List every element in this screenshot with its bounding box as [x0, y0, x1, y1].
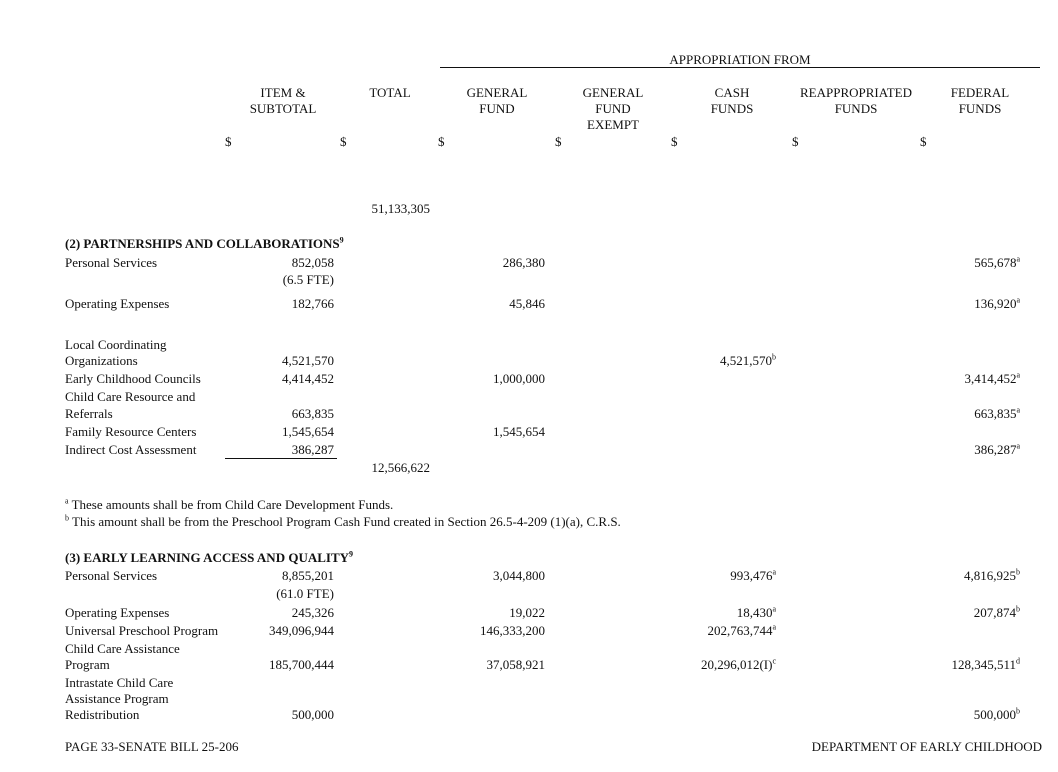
line-item-label: Operating Expenses — [65, 296, 170, 311]
col-general-fund-line2: FUND — [479, 101, 515, 116]
line-item-label: Redistribution — [65, 707, 140, 722]
line-item-label: Family Resource Centers — [65, 424, 197, 439]
col-gfe-line1: GENERAL — [582, 85, 644, 100]
section2-title: (2) PARTNERSHIPS AND COLLABORATIONS$^9$ — [65, 235, 344, 251]
col-gfe-line2: FUND — [595, 101, 631, 116]
dollar-sign: $ — [671, 134, 678, 149]
federal-funds-amount: 386,287$^a$ — [974, 441, 1020, 457]
federal-funds-amount: 565,678$^a$ — [974, 254, 1020, 270]
general-fund-amount: 37,058,921 — [486, 657, 545, 672]
col-federal-funds-line1: FEDERAL — [950, 85, 1010, 100]
cash-funds-amount: 4,521,570$^b$ — [720, 352, 776, 368]
line-item-label: Intrastate Child Care — [65, 675, 174, 690]
federal-funds-amount: 136,920$^a$ — [974, 295, 1020, 311]
line-item-label: Personal Services — [65, 568, 158, 583]
col-cash-funds-line2: FUNDS — [710, 101, 754, 116]
item-amount: 349,096,944 — [269, 623, 334, 638]
col-federal-funds-line2: FUNDS — [958, 101, 1002, 116]
fte-count: (61.0 FTE) — [276, 586, 334, 601]
subtotal-rule — [225, 458, 337, 459]
col-total: TOTAL — [369, 85, 411, 100]
page-footer-right: DEPARTMENT OF EARLY CHILDHOOD — [811, 739, 1042, 754]
federal-funds-amount: 663,835$^a$ — [974, 405, 1020, 421]
line-item-label: Personal Services — [65, 255, 158, 270]
cash-funds-amount: 202,763,744$^a$ — [707, 622, 776, 638]
federal-funds-amount: 207,874$^b$ — [973, 604, 1020, 620]
col-item-subtotal-line2: SUBTOTAL — [249, 101, 317, 116]
item-amount: 4,414,452 — [282, 371, 334, 386]
dollar-sign: $ — [438, 134, 445, 149]
item-amount: 245,326 — [291, 605, 334, 620]
federal-funds-amount: 500,000$^b$ — [973, 706, 1020, 722]
col-general-fund-line1: GENERAL — [466, 85, 528, 100]
general-fund-amount: 19,022 — [509, 605, 545, 620]
section2-total: 12,566,622 — [371, 460, 430, 475]
carryover-total: 51,133,305 — [371, 201, 430, 216]
dollar-sign: $ — [340, 134, 347, 149]
line-item-label: Program — [65, 657, 110, 672]
item-amount: 4,521,570 — [282, 353, 334, 368]
cash-funds-amount: $20,296,012(I)^c$ — [700, 656, 776, 672]
appropriation-rule — [440, 67, 1040, 68]
item-amount: 852,058 — [291, 255, 334, 270]
section3-title: (3) EARLY LEARNING ACCESS AND QUALITY$^9$ — [65, 549, 354, 565]
general-fund-amount: 45,846 — [509, 296, 545, 311]
line-item-label: Operating Expenses — [65, 605, 170, 620]
line-item-label: Universal Preschool Program — [65, 623, 219, 638]
line-item-label: Assistance Program — [65, 691, 169, 706]
general-fund-amount: 146,333,200 — [480, 623, 545, 638]
line-item-label: Child Care Assistance — [65, 641, 180, 656]
item-amount: 663,835 — [291, 406, 334, 421]
footnote-a: $^a$ These amounts shall be from Child Care Development Funds. — [65, 496, 394, 512]
col-gfe-line3: EXEMPT — [587, 117, 639, 132]
item-amount: 8,855,201 — [282, 568, 334, 583]
item-amount: 185,700,444 — [269, 657, 334, 672]
line-item-label: Referrals — [65, 406, 113, 421]
dollar-sign: $ — [555, 134, 562, 149]
appropriation-from-heading: APPROPRIATION FROM — [669, 52, 811, 67]
dollar-sign: $ — [225, 134, 232, 149]
dollar-sign: $ — [792, 134, 799, 149]
item-amount: 500,000 — [291, 707, 334, 722]
federal-funds-amount: 3,414,452$^a$ — [964, 370, 1020, 386]
line-item-label: Organizations — [65, 353, 138, 368]
federal-funds-amount: 128,345,511$^d$ — [951, 656, 1020, 672]
footnote-b: $^b$ This amount shall be from the Preschool Program Cash Fund created in Section 26.5-4-209 (1)(a), C.R.S. — [65, 513, 621, 529]
line-item-label: Child Care Resource and — [65, 389, 196, 404]
general-fund-amount: 286,380 — [502, 255, 545, 270]
col-reappropriated-line2: FUNDS — [834, 101, 878, 116]
cash-funds-amount: 18,430$^a$ — [736, 604, 776, 620]
line-item-label: Local Coordinating — [65, 337, 167, 352]
dollar-sign: $ — [920, 134, 927, 149]
col-item-subtotal-line1: ITEM & — [260, 85, 306, 100]
item-amount: 1,545,654 — [282, 424, 334, 439]
general-fund-amount: 1,545,654 — [493, 424, 545, 439]
line-item-label: Early Childhood Councils — [65, 371, 201, 386]
item-amount: 386,287 — [291, 442, 334, 457]
item-amount: 182,766 — [291, 296, 334, 311]
line-item-label: Indirect Cost Assessment — [65, 442, 197, 457]
general-fund-amount: 3,044,800 — [493, 568, 545, 583]
col-reappropriated-line1: REAPPROPRIATED — [800, 85, 912, 100]
cash-funds-amount: 993,476$^a$ — [730, 567, 776, 583]
page-footer-left: PAGE 33-SENATE BILL 25-206 — [65, 739, 239, 754]
fte-count: (6.5 FTE) — [282, 272, 334, 287]
col-cash-funds-line1: CASH — [714, 85, 750, 100]
general-fund-amount: 1,000,000 — [493, 371, 545, 386]
federal-funds-amount: 4,816,925$^b$ — [964, 567, 1020, 583]
